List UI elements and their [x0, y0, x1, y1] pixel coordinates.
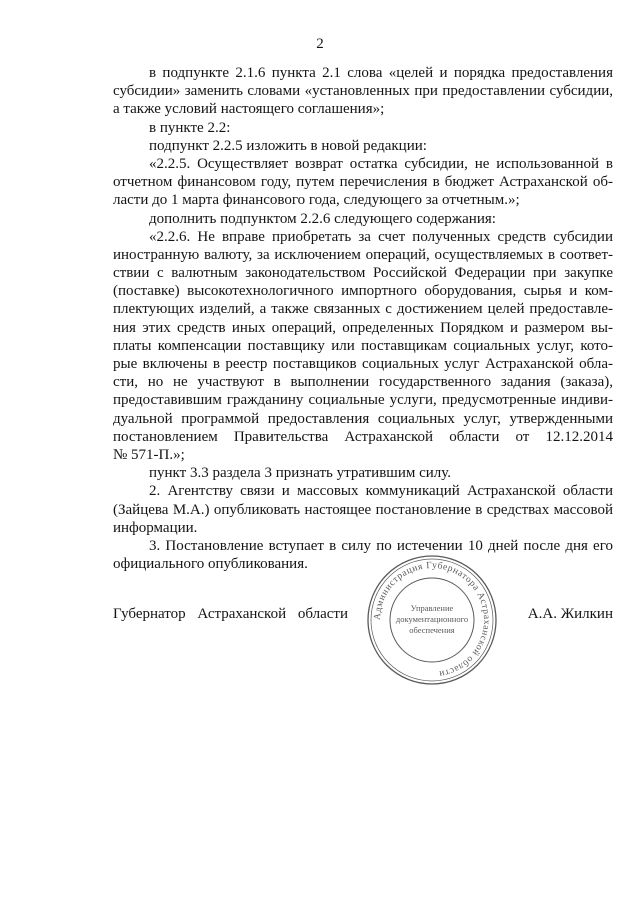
text-line: № 571-П.»; — [113, 446, 185, 463]
official-stamp — [365, 553, 499, 687]
text-line: пункт 3.3 раздела 3 признать утратившим силу. — [149, 465, 452, 482]
text-line: «2.2.6. Не вправе приобретать за счет полученных средств субсидии — [149, 228, 613, 245]
text-line: в пункте 2.2: — [149, 119, 231, 136]
paragraph — [113, 155, 613, 210]
text-line: подпункт 2.2.5 изложить в новой редакции: — [149, 137, 427, 154]
text-line: 3. Постановление вступает в силу по истечении 10 дней после дня его — [149, 537, 613, 554]
signature-block — [113, 606, 613, 628]
paragraph — [113, 210, 613, 228]
text-line: отчетном финансовом году, путем перечисления в бюджет Астраханской об- — [113, 174, 613, 191]
paragraph — [113, 482, 613, 537]
paragraph — [113, 119, 613, 137]
text-line: иностранную валюту, за исключением операций, осуществляемых в соответ- — [113, 246, 613, 263]
paragraph — [113, 228, 613, 464]
text-line: рые включены в реестр поставщиков социальных услуг Астраханской обла- — [113, 356, 613, 372]
page-number: 2 — [316, 36, 324, 52]
text-line: плектующих изделий, а также связанных с достижением целей предоставле- — [113, 301, 613, 318]
text-line: дополнить подпунктом 2.2.6 следующего содержания: — [149, 210, 496, 227]
text-line: 2. Агентству связи и массовых коммуникаций Астраханской области — [149, 483, 613, 500]
stamp-outer-text: Администрация Губернатора Астраханской области — [372, 560, 492, 679]
text-line: платы компенсации поставщику или поставщикам социальных услуг, кото- — [113, 337, 613, 354]
text-line: ствии с валютным законодательством Российской Федерации при закупке — [113, 265, 613, 282]
text-line: официального опубликования. — [113, 556, 308, 573]
text-line: субсидии» заменить словами «установленных при предоставлении субсидии, — [113, 83, 613, 100]
paragraph — [113, 64, 613, 119]
text-line: а также условий настоящего соглашения»; — [113, 101, 385, 118]
text-line: предоставившим гражданину социальные услуги, предусмотренные индиви- — [113, 392, 613, 409]
stamp-inner-line: документационного — [395, 614, 469, 624]
text-line: ласти до 1 марта финансового года, следующего за отчетным.»; — [113, 192, 520, 209]
paragraph — [113, 137, 613, 155]
signatory-name: А.А. Жилкин — [527, 606, 613, 622]
text-line: (Зайцева М.А.) опубликовать настоящее постановление в средствах массовой — [113, 501, 613, 518]
text-line: ния этих средств иных операций, определенных Порядком и размером вы- — [113, 319, 613, 336]
paragraph — [113, 464, 613, 482]
text-line: в подпункте 2.1.6 пункта 2.1 слова «целей и порядка предоставления — [149, 65, 613, 81]
text-line: дуальной программой предоставления социальных услуг, утвержденными — [113, 410, 613, 427]
text-line: постановлением Правительства Астраханской области от 12.12.2014 — [113, 428, 613, 445]
text-line: (поставке) высокотехнологичного импортного оборудования, сырья и ком- — [113, 283, 613, 300]
stamp-inner-line: Управление — [410, 603, 454, 613]
stamp-inner-line: обеспечения — [409, 625, 455, 635]
text-line: информации. — [113, 519, 198, 536]
paragraph — [113, 537, 613, 573]
text-line: сти, но не участвуют в выполнении государственного задания (заказа), — [113, 374, 613, 391]
document-body — [113, 64, 613, 573]
signature-title: Губернатор Астраханской области — [113, 606, 349, 622]
text-line: «2.2.5. Осуществляет возврат остатка субсидии, не использованной в — [149, 155, 613, 172]
